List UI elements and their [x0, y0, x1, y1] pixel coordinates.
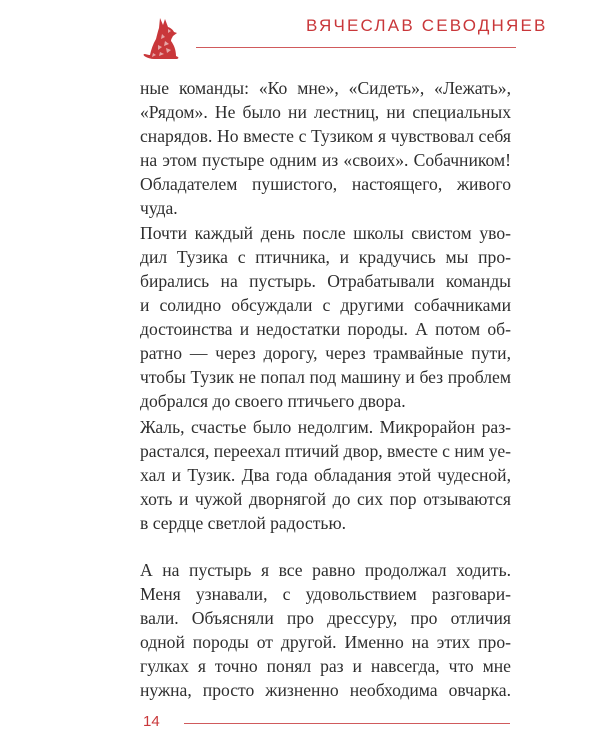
paragraph-2 — [140, 221, 511, 413]
text-line: в сердце светлой радостью. — [140, 513, 346, 533]
text-line: нужна, просто жизненно необходима овчарка. — [140, 680, 511, 700]
text-line: бирались на пустырь. Отрабатывали команды — [140, 271, 511, 291]
text-line: одной породы от другой. Именно на этих про- — [140, 632, 511, 652]
paragraph-1 — [140, 76, 511, 220]
text-line: Почти каждый день после школы свистом уво- — [140, 223, 511, 243]
text-line: А на пустырь я все равно продолжал ходить. — [140, 560, 511, 580]
text-line: гулках я точно понял раз и навсегда, что мне — [140, 656, 511, 676]
header-divider — [196, 47, 516, 48]
text-line: хал и Тузик. Два года обладания этой чудесной, — [140, 465, 511, 485]
footer-divider — [184, 723, 510, 724]
text-line: хоть и чужой дворнягой до сих пор отзываются — [140, 489, 511, 509]
text-line: растался, переехал птичий двор, вместе с ним уе- — [140, 441, 511, 461]
text-line: снарядов. Но вместе с Тузиком я чувствовал себя — [140, 126, 511, 146]
text-line: ратно — через дорогу, через трамвайные пути, — [140, 343, 511, 363]
text-line: на этом пустыре одним из «своих». Собачником! — [140, 150, 511, 170]
text-line: Жаль, счастье было недолгим. Микрорайон раз- — [140, 417, 511, 437]
text-line: вали. Объясняли про дрессуру, про отличия — [140, 608, 511, 628]
header-author-name: ВЯЧЕСЛАВ СЕВОДНЯЕВ — [306, 16, 548, 35]
page-number: 14 — [143, 713, 160, 730]
text-line: чуда. — [140, 198, 178, 218]
paragraph-3 — [140, 415, 511, 535]
text-line: и солидно обсуждали с другими собачниками — [140, 295, 511, 315]
text-line: ные команды: «Ко мне», «Сидеть», «Лежать», — [140, 78, 511, 98]
text-line: Обладателем пушистого, настоящего, живого — [140, 174, 511, 194]
text-line: чтобы Тузик не попал под машину и без проблем — [140, 367, 511, 387]
text-line: дил Тузика с птичника, и крадучись мы про- — [140, 247, 511, 267]
text-line: Меня узнавали, с удовольствием разговари- — [140, 584, 511, 604]
text-line: «Рядом». Не было ни лестниц, ни специальных — [140, 102, 511, 122]
text-line: добрался до своего птичьего двора. — [140, 391, 406, 411]
text-line: достоинства и недостатки породы. А потом об- — [140, 319, 511, 339]
sitting-dog-logo-icon — [138, 16, 184, 60]
paragraph-4 — [140, 558, 511, 702]
